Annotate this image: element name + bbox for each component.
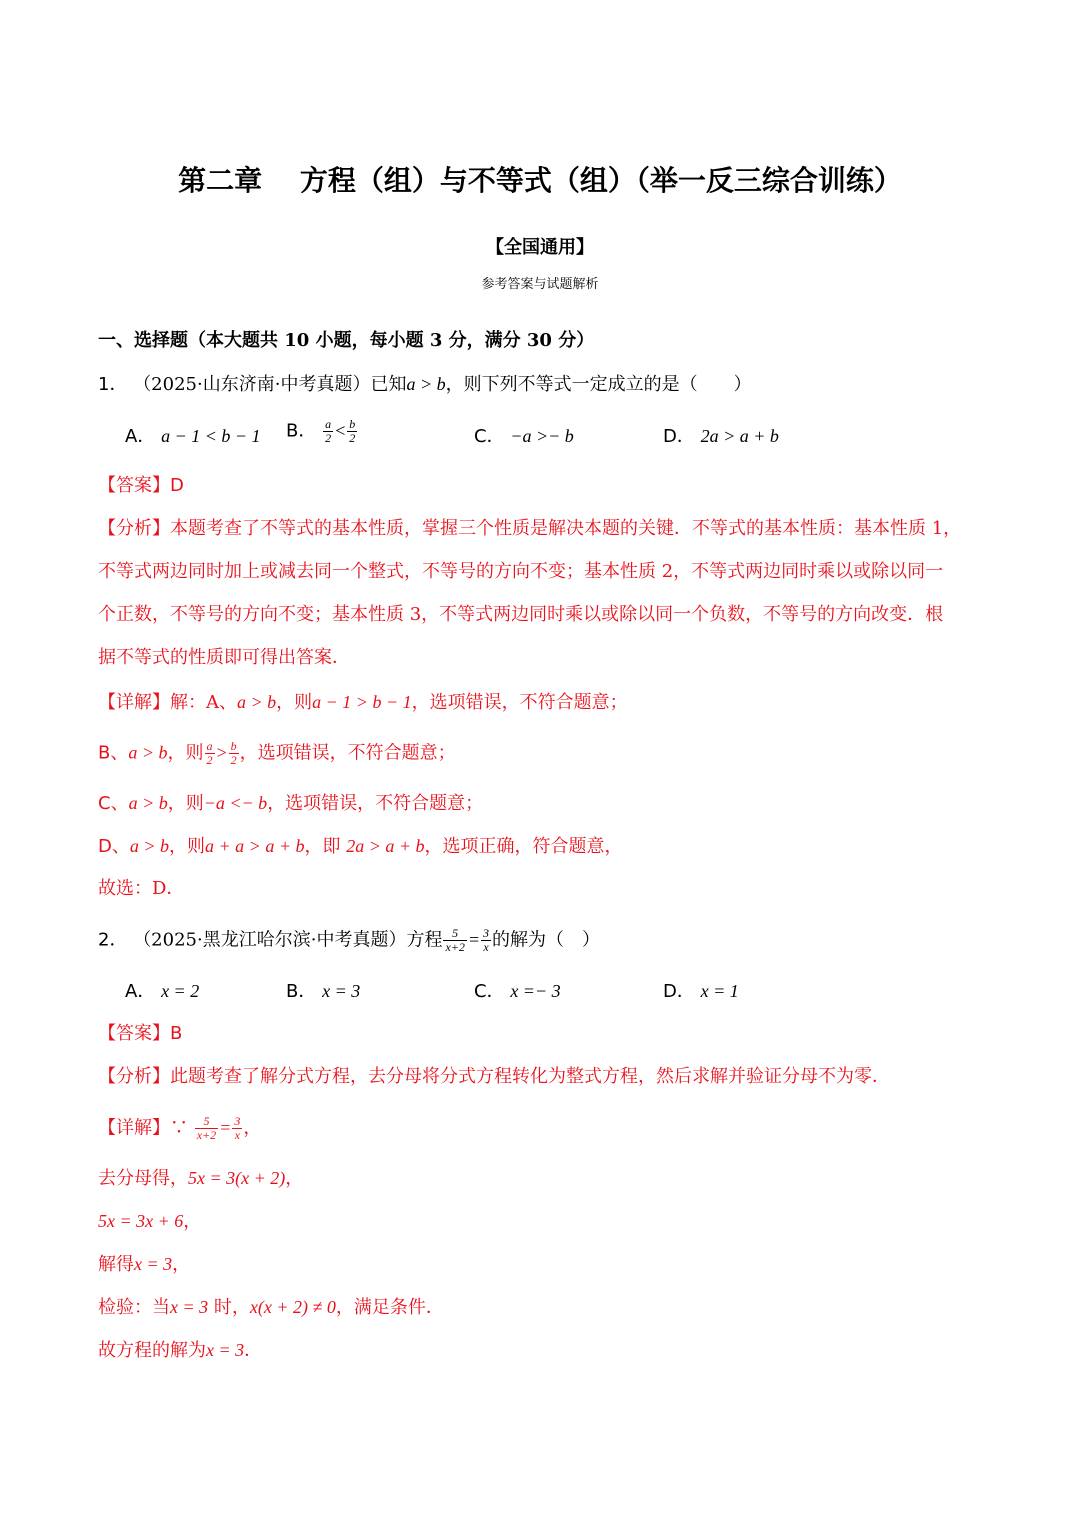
q2-number: 2． <box>98 929 128 951</box>
q1-detail-d-mid: ，则 <box>169 836 206 857</box>
q1-answer-value: D <box>170 475 184 496</box>
q2-stem-frac-2: $\frac{3}{x}$ <box>483 926 490 954</box>
q2-option-b-text: x = 3 <box>322 981 361 1001</box>
q2-detail-intro <box>98 1115 982 1142</box>
q2-analysis-text: 此题考查了解分式方程，去分母将分式方程转化为整式方程，然后求解并验证分母不为零． <box>170 1066 890 1087</box>
q2-because-symbol: ∵ <box>170 1117 194 1139</box>
q1-option-c-label: C． <box>474 426 505 447</box>
q1-option-d <box>663 424 779 449</box>
q2-step-3-post: ， <box>172 1254 191 1275</box>
q2-answer-value: B <box>170 1023 183 1044</box>
q1-detail-a-m2: a − 1 > b − 1 <box>312 692 412 712</box>
q1-detail-a-pre: 解：A、 <box>170 692 237 713</box>
q1-stem-math: a > b <box>406 374 446 394</box>
q1-detail-d-m2: a + a > a + b <box>205 836 305 856</box>
section-heading: 一、选择题（本大题共 10 小题，每小题 3 分，满分 30 分） <box>98 330 595 351</box>
q1-conclusion: 故选：D． <box>98 878 185 899</box>
q2-step-4 <box>98 1295 982 1320</box>
q1-detail-c <box>98 791 982 816</box>
q2-answer <box>98 1022 982 1046</box>
q2-option-a-label: A． <box>125 981 156 1002</box>
subtitle-national: 【全国通用】 <box>486 237 594 258</box>
q1-detail-b-m1: a > b <box>128 742 168 763</box>
q2-option-b <box>286 979 360 1004</box>
q1-detail-c-m2: −a <− b <box>203 793 268 813</box>
q1-detail-c-post: ，选项错误，不符合题意； <box>267 793 484 814</box>
q2-option-a-text: x = 2 <box>161 981 200 1001</box>
q1-answer <box>98 474 982 498</box>
q2-step-4-m1: x = 3 <box>170 1297 209 1317</box>
q1-option-b-label: B． <box>286 420 317 442</box>
subtitle-answers: 参考答案与试题解析 <box>481 277 599 292</box>
q2-stem-pre: 方程 <box>406 929 443 951</box>
q2-analysis <box>98 1065 982 1089</box>
question-2 <box>98 927 982 954</box>
q1-detail-b-rel: > <box>215 742 228 763</box>
q1-number: 1． <box>98 374 128 395</box>
q1-stem-post: ，则下列不等式一定成立的是（ ） <box>445 374 752 395</box>
q1-answer-tag: 【答案】 <box>98 475 170 496</box>
q2-step-2 <box>98 1209 982 1234</box>
q1-detail-a <box>98 690 982 715</box>
q1-analysis-line-4: 据不等式的性质即可得出答案． <box>98 647 350 668</box>
q1-option-b-rel: < <box>334 420 347 441</box>
q2-step-5-pre: 故方程的解为 <box>98 1340 206 1361</box>
q2-detail-eq: = <box>219 1117 232 1138</box>
q1-detail-d-m1: a > b <box>129 836 170 856</box>
q1-detail-b-post: ，选项错误，不符合题意； <box>239 742 456 764</box>
q1-detail-b-frac-b: $\frac{b}{2}$ <box>230 739 237 767</box>
q1-source: （2025·山东济南·中考真题） <box>133 374 371 395</box>
q2-step-3-pre: 解得 <box>98 1254 134 1275</box>
q1-option-c <box>474 424 574 449</box>
q2-step-2-math: 5x = 3x + 6 <box>98 1211 184 1231</box>
q2-step-1-pre: 去分母得， <box>98 1168 188 1189</box>
q2-step-4-post: ，满足条件． <box>335 1297 444 1318</box>
q2-answer-tag: 【答案】 <box>98 1023 170 1044</box>
q1-option-a-text: a − 1 < b − 1 <box>161 426 261 446</box>
q2-option-a <box>125 979 199 1004</box>
q1-detail-b-pre: B、 <box>98 742 129 764</box>
q2-option-c-text: x =− 3 <box>510 981 561 1001</box>
q2-detail-tag: 【详解】 <box>98 1117 170 1139</box>
q2-detail-frac-2: $\frac{3}{x}$ <box>234 1114 241 1142</box>
q2-step-5-post: ． <box>244 1340 263 1361</box>
q2-step-1-post: ， <box>285 1168 304 1189</box>
q1-detail-a-post: ，选项错误，不符合题意； <box>411 692 628 713</box>
q1-option-b <box>286 418 358 445</box>
q1-option-a <box>125 424 261 449</box>
q2-step-3-math: x = 3 <box>134 1254 173 1274</box>
q1-analysis-line-2: 不等式两边同时加上或减去同一个整式，不等号的方向不变；基本性质 2，不等式两边同时乘以或除以同一 <box>98 561 944 582</box>
q1-detail-d-pre: D、 <box>98 836 130 857</box>
q1-detail-b-frac-a: $\frac{a}{2}$ <box>206 739 213 767</box>
q1-detail-b <box>98 740 982 767</box>
q1-option-d-text: 2a > a + b <box>700 426 779 446</box>
q1-analysis-text-1: 本题考查了不等式的基本性质，掌握三个性质是解决本题的关键．不等式的基本性质：基本性质 1， <box>170 518 962 539</box>
q2-stem-frac-1: $\frac{5}{x+2}$ <box>445 926 465 954</box>
q1-detail-a-mid: ，则 <box>276 692 313 713</box>
q2-detail-comma: ， <box>243 1117 262 1139</box>
q1-detail-c-mid: ，则 <box>167 793 204 814</box>
q1-analysis-tag: 【分析】 <box>98 518 170 539</box>
q1-stem-pre: 已知 <box>370 374 407 395</box>
q1-detail-a-m1: a > b <box>237 692 277 712</box>
q2-source: （2025·黑龙江哈尔滨·中考真题） <box>133 929 407 951</box>
q2-step-1 <box>98 1166 982 1191</box>
q2-step-5-math: x = 3 <box>206 1340 245 1360</box>
q2-step-5 <box>98 1338 982 1363</box>
q1-option-a-label: A． <box>125 426 156 447</box>
q2-analysis-tag: 【分析】 <box>98 1066 170 1087</box>
q1-detail-d <box>98 834 982 859</box>
q2-step-4-m2: x(x + 2) ≠ 0 <box>249 1297 336 1317</box>
q2-step-3 <box>98 1252 982 1277</box>
question-1 <box>98 372 982 397</box>
q2-option-c-label: C． <box>474 981 505 1002</box>
q1-detail-d-m3: 2a > a + b <box>346 836 425 856</box>
q1-option-b-frac-a: $\frac{a}{2}$ <box>325 417 332 445</box>
page-title: 第二章 方程（组）与不等式（组）（举一反三综合训练） <box>178 164 902 197</box>
q1-detail-c-m1: a > b <box>128 793 168 813</box>
q2-step-1-math: 5x = 3(x + 2) <box>188 1168 286 1188</box>
q1-option-d-label: D． <box>663 426 695 447</box>
q2-stem-eq: = <box>467 929 481 950</box>
q1-analysis-line-3: 个正数，不等号的方向不变；基本性质 3，不等式两边同时乘以或除以同一个负数，不等号的方向改变．根 <box>98 604 944 625</box>
q2-option-d-label: D． <box>663 981 695 1002</box>
q2-step-4-pre: 检验：当 <box>98 1297 170 1318</box>
q1-detail-d-post: ，选项正确，符合题意， <box>424 836 623 857</box>
q1-analysis-line-1 <box>98 517 982 541</box>
q2-option-d-text: x = 1 <box>700 981 739 1001</box>
q1-option-b-frac-b: $\frac{b}{2}$ <box>349 417 356 445</box>
q2-stem-post: 的解为（ ） <box>492 929 601 951</box>
q1-detail-c-pre: C、 <box>98 793 129 814</box>
q2-option-d <box>663 979 739 1004</box>
q2-step-2-post: ， <box>183 1211 202 1232</box>
q1-detail-tag: 【详解】 <box>98 692 170 713</box>
q1-detail-d-mid2: ，即 <box>304 836 347 857</box>
q1-option-c-text: −a >− b <box>510 426 574 446</box>
q1-detail-b-mid: ，则 <box>167 742 204 764</box>
q2-option-b-label: B． <box>286 981 317 1002</box>
q2-option-c <box>474 979 561 1004</box>
q2-step-4-mid: 时， <box>208 1297 250 1318</box>
q2-detail-frac-1: $\frac{5}{x+2}$ <box>196 1114 217 1142</box>
